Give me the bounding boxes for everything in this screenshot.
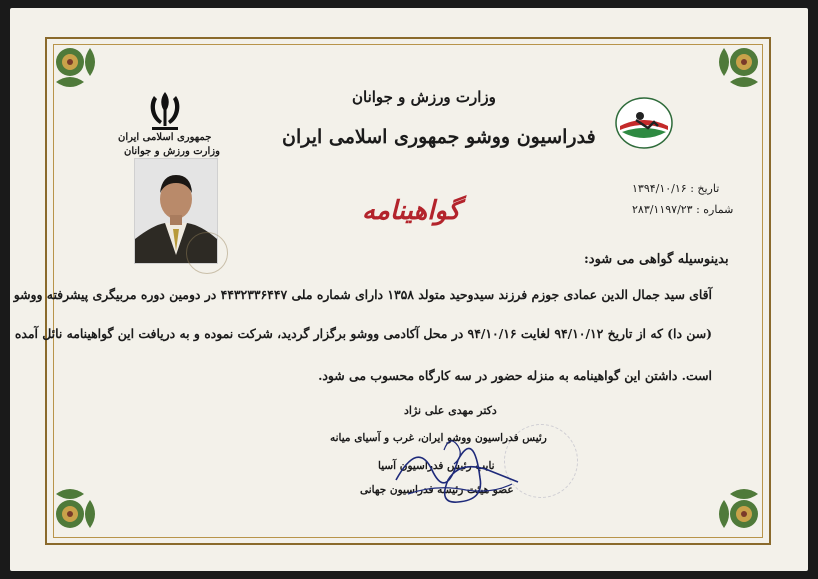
intro-text: بدینوسیله گواهی می شود: bbox=[584, 252, 729, 267]
emblem-line-1: جمهوری اسلامی ایران bbox=[118, 132, 212, 143]
signer-role-2: نایب رئیس فدراسیون آسیا bbox=[378, 460, 495, 472]
signer-role-3: عضو هیئت رئیسه فدراسیون جهانی bbox=[360, 484, 514, 496]
number-label: شماره : bbox=[696, 203, 734, 216]
certificate-title: گواهینامه bbox=[362, 196, 461, 226]
date-row bbox=[632, 182, 719, 195]
handwritten-signature bbox=[388, 420, 528, 516]
emblem-line-2: وزارت ورزش و جوانان bbox=[124, 146, 220, 157]
date-value: ۱۳۹۴/۱۰/۱۶ bbox=[632, 182, 687, 195]
body-line-2: (سن دا) که از تاریخ ۹۴/۱۰/۱۲ لغایت ۹۴/۱۰/۱۶ در محل آکادمی ووشو برگزار گردید، شرکت نموده و به دریافت این گواهینامه نائل آمده bbox=[14, 326, 712, 341]
iran-emblem-icon bbox=[142, 88, 188, 132]
federation-logo-icon bbox=[614, 96, 674, 150]
signer-name: دکتر مهدی علی نژاد bbox=[404, 404, 497, 417]
corner-ornament-top-left-icon bbox=[50, 42, 102, 94]
date-label: تاریخ : bbox=[690, 182, 720, 195]
body-line-3: است. داشتن این گواهینامه به منزله حضور در سه کارگاه محسوب می شود. bbox=[318, 368, 712, 383]
corner-ornament-top-right-icon bbox=[712, 42, 764, 94]
signer-role-1: رئیس فدراسیون ووشو ایران، غرب و آسیای میانه bbox=[330, 432, 547, 444]
number-value: ۲۸۳/۱۱۹۷/۲۳ bbox=[632, 203, 693, 216]
ministry-title: وزارت ورزش و جوانان bbox=[352, 88, 496, 106]
body-line-1: آقای سید جمال الدین عمادی جوزم فرزند سیدوحید متولد ۱۳۵۸ دارای شماره ملی ۴۴۳۲۳۳۶۴۴۷ در دومین دوره مربیگری پیشرفته ووشو bbox=[13, 287, 712, 302]
photo-seal bbox=[186, 232, 228, 274]
corner-ornament-bottom-right-icon bbox=[712, 482, 764, 534]
number-row bbox=[632, 203, 733, 216]
corner-ornament-bottom-left-icon bbox=[50, 482, 102, 534]
federation-title: فدراسیون ووشو جمهوری اسلامی ایران bbox=[282, 126, 596, 148]
